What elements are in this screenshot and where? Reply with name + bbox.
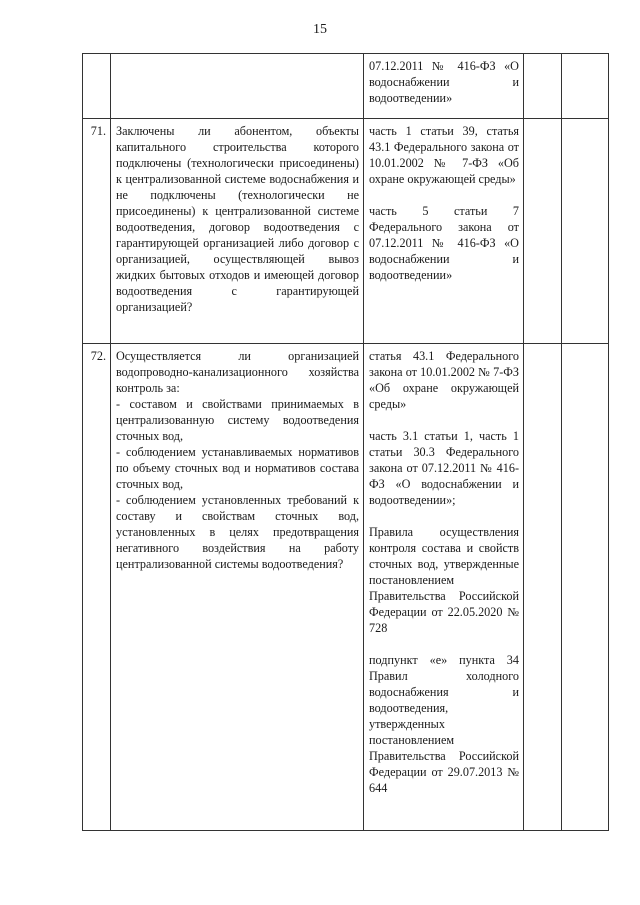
- table-row: [83, 344, 609, 831]
- row-number: 72.: [83, 344, 111, 831]
- question-cell: [111, 344, 364, 831]
- answer-cell-note: [562, 344, 609, 831]
- table-row: [83, 54, 609, 119]
- answer-cell-note: [562, 54, 609, 119]
- legal-reference-cell: [364, 54, 524, 119]
- answer-cell-note: [562, 119, 609, 344]
- question-line: - составом и свойствами принимаемых в централизованную систему водоотведения сточных вод,: [116, 397, 359, 443]
- legal-reference: 07.12.2011 № 416-ФЗ «О водоснабжении и водоотведении»: [369, 59, 519, 105]
- table-row: [83, 119, 609, 344]
- row-number: 71.: [83, 119, 111, 344]
- legal-reference: часть 1 статьи 39, статья 43.1 Федерального закона от 10.01.2002 № 7-ФЗ «Об охране окружающей среды»: [369, 124, 519, 186]
- legal-reference-cell: [364, 344, 524, 831]
- requirements-table: [82, 53, 609, 831]
- legal-reference-cell: [364, 119, 524, 344]
- question-line: - соблюдением устанавливаемых нормативов по объему сточных вод и нормативов состава сточных вод,: [116, 445, 359, 491]
- page-number: 15: [313, 22, 327, 37]
- question-line: Осуществляется ли организацией водопроводно-канализационного хозяйства контроль за:: [116, 349, 359, 395]
- legal-reference: подпункт «е» пункта 34 Правил холодного водоснабжения и водоотведения, утвержденных постановлением Правительства Российской Федерации от 29.07.2013 № 644: [369, 653, 519, 795]
- legal-reference: статья 43.1 Федерального закона от 10.01.2002 № 7-ФЗ «Об охране окружающей среды»: [369, 349, 519, 411]
- legal-reference: часть 5 статьи 7 Федерального закона от 07.12.2011 № 416-ФЗ «О водоснабжении и водоотведении»: [369, 204, 519, 282]
- answer-cell-yes: [524, 344, 562, 831]
- question-cell: [111, 54, 364, 119]
- row-number: [83, 54, 111, 119]
- answer-cell-yes: [524, 119, 562, 344]
- legal-reference: часть 3.1 статьи 1, часть 1 статьи 30.3 Федерального закона от 07.12.2011 № 416-ФЗ «О водоснабжении и водоотведении»;: [369, 429, 519, 507]
- legal-reference: Правила осуществления контроля состава и свойств сточных вод, утвержденные постановлением Правительства Российской Федерации от 22.05.2020 № 728: [369, 525, 519, 635]
- question-cell: Заключены ли абонентом, объекты капитального строительства которого подключены (технологически присоединены) к централизованной системе водоснабжения и не подключены (технологически не присоединены) к централизованной системе водоотведения, договор водоотведения с гарантирующей организацией либо договор с организацией, осуществляющей вывоз жидких бытовых отходов и имеющей договор водоотведения с гарантирующей организацией?: [111, 119, 364, 344]
- question-line: - соблюдением установленных требований к составу и свойствам сточных вод, установленных в целях предотвращения негативного воздействия на работу централизованной системы водоотведения?: [116, 493, 359, 571]
- answer-cell-yes: [524, 54, 562, 119]
